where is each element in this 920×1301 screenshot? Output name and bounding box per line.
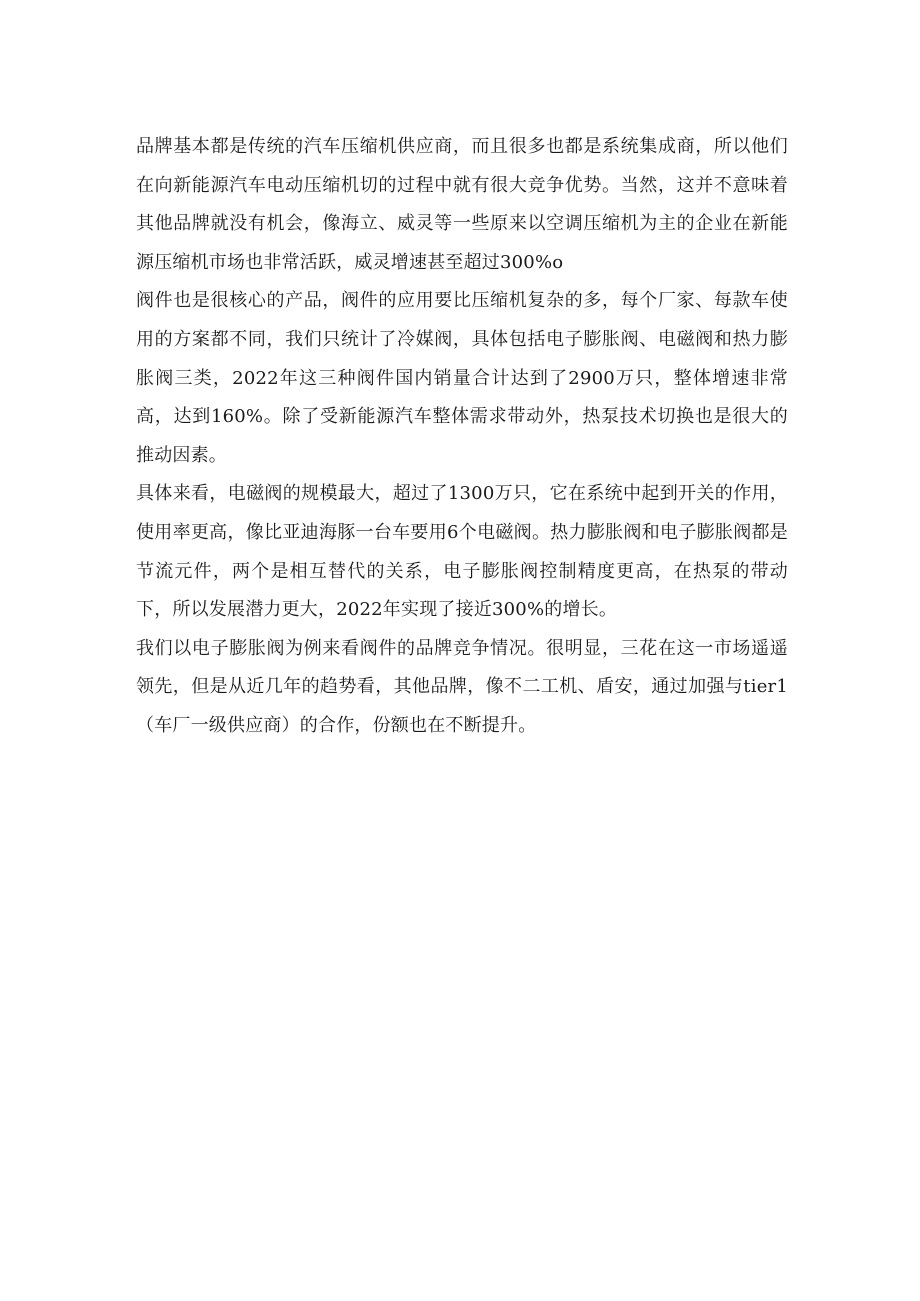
document-body	[136, 128, 788, 746]
paragraph-valve-market: 阀件也是很核心的产品，阀件的应用要比压缩机复杂的多，每个厂家、每款车使用的方案都不同，我们只统计了冷媒阀，具体包括电子膨胀阀、电磁阀和热力膨胀阀三类，2022年这三种阀件国内销量合计达到了2900万只，整体增速非常高，达到160%。除了受新能源汽车整体需求带动外，热泵技术切换也是很大的推动因素。	[136, 290, 788, 466]
paragraph-valve-types: 具体来看，电磁阀的规模最大，超过了1300万只，它在系统中起到开关的作用，使用率更高，像比亚迪海豚一台车要用6个电磁阀。热力膨胀阀和电子膨胀阀都是节流元件，两个是相互替代的关系，电子膨胀阀控制精度更高，在热泵的带动下，所以发展潜力更大，2022年实现了接近300%的增长。	[136, 483, 788, 621]
paragraph-brand-competition: 我们以电子膨胀阀为例来看阀件的品牌竞争情况。很明显，三花在这一市场遥遥领先，但是从近几年的趋势看，其他品牌，像不二工机、盾安，通过加强与tier1（车厂一级供应商）的合作，份额也在不断提升。	[136, 637, 788, 736]
paragraph-compressor-brands: 品牌基本都是传统的汽车压缩机供应商，而且很多也都是系统集成商，所以他们在向新能源汽车电动压缩机切的过程中就有很大竞争优势。当然，这并不意味着其他品牌就没有机会，像海立、威灵等一些原来以空调压缩机为主的企业在新能源压缩机市场也非常活跃，威灵增速甚至超过300%o	[136, 136, 788, 273]
